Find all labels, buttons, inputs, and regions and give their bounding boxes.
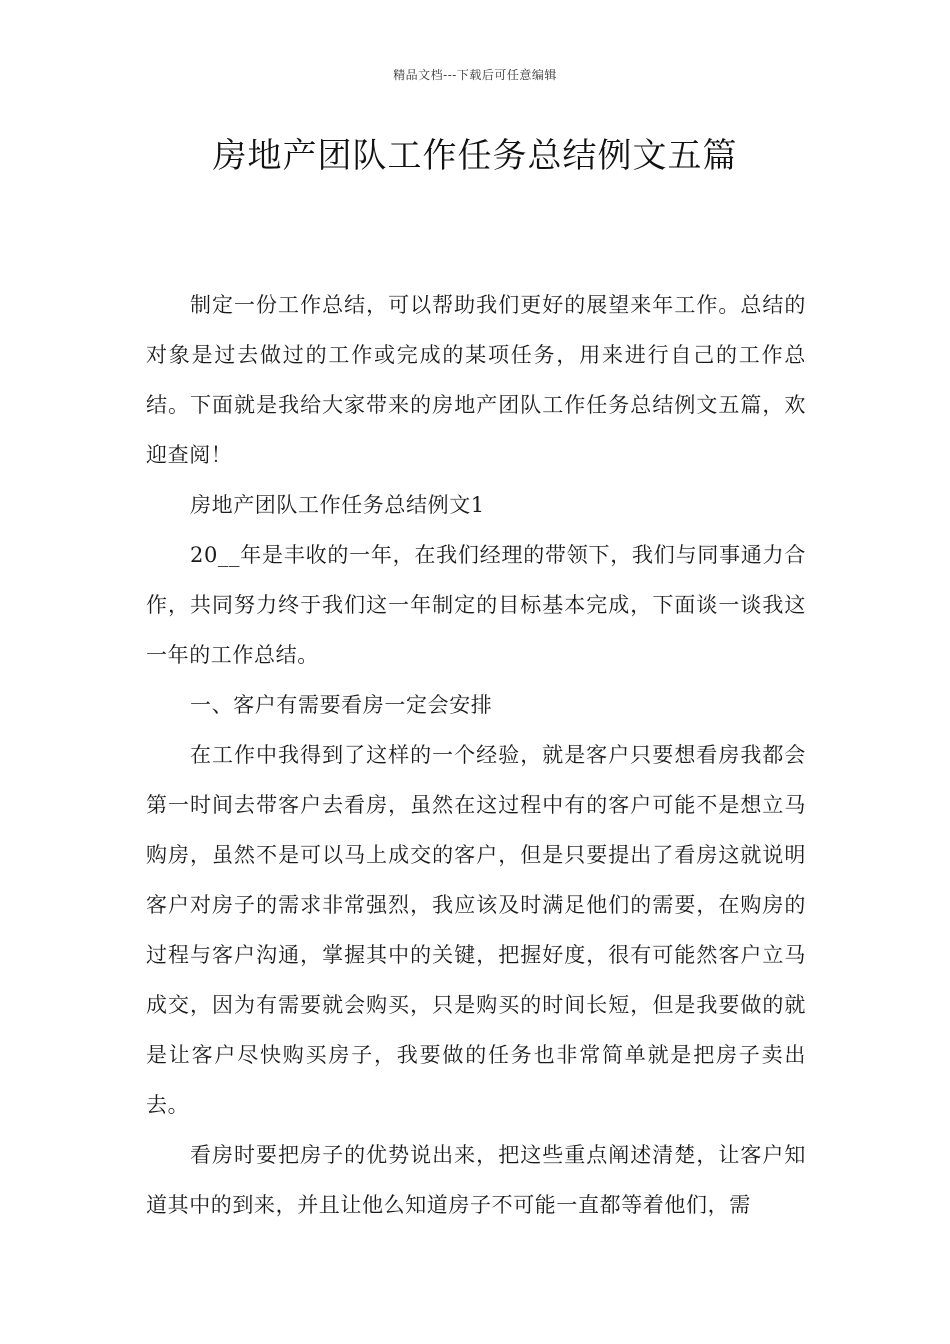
intro-paragraph: 制定一份工作总结，可以帮助我们更好的展望来年工作。总结的对象是过去做过的工作或完成的某项任务，用来进行自己的工作总结。下面就是我给大家带来的房地产团队工作任务总结例文五篇，欢迎查阅！ — [146, 293, 806, 467]
document-title: 房地产团队工作任务总结例文五篇 — [212, 136, 738, 176]
body-paragraph: 在工作中我得到了这样的一个经验，就是客户只要想看房我都会第一时间去带客户去看房，虽然在这过程中有的客户可能不是想立马购房，虽然不是可以马上成交的客户，但是只要提出了看房这就说明客户对房子的需求非常强烈，我应该及时满足他们的需要，在购房的过程与客户沟通，掌握其中的关键，把握好度，很有可能然客户立马成交，因为有需要就会购买，只是购买的时间长短，但是我要做的就是让客户尽快购买房子，我要做的任务也非常简单就是把房子卖出去。 — [146, 743, 806, 1117]
body-paragraph: 看房时要把房子的优势说出来，把这些重点阐述清楚，让客户知道其中的到来，并且让他么知道房子不可能一直都等着他们，需 — [146, 1143, 806, 1217]
document-body — [146, 280, 806, 1230]
section-heading: 房地产团队工作任务总结例文1 — [190, 493, 485, 517]
header-note: 精品文档---下载后可任意编辑 — [393, 68, 557, 82]
body-paragraph: 20__年是丰收的一年，在我们经理的带领下，我们与同事通力合作，共同努力终于我们这一年制定的目标基本完成，下面谈一谈我这一年的工作总结。 — [146, 543, 806, 667]
subsection-heading: 一、客户有需要看房一定会安排 — [190, 693, 493, 717]
